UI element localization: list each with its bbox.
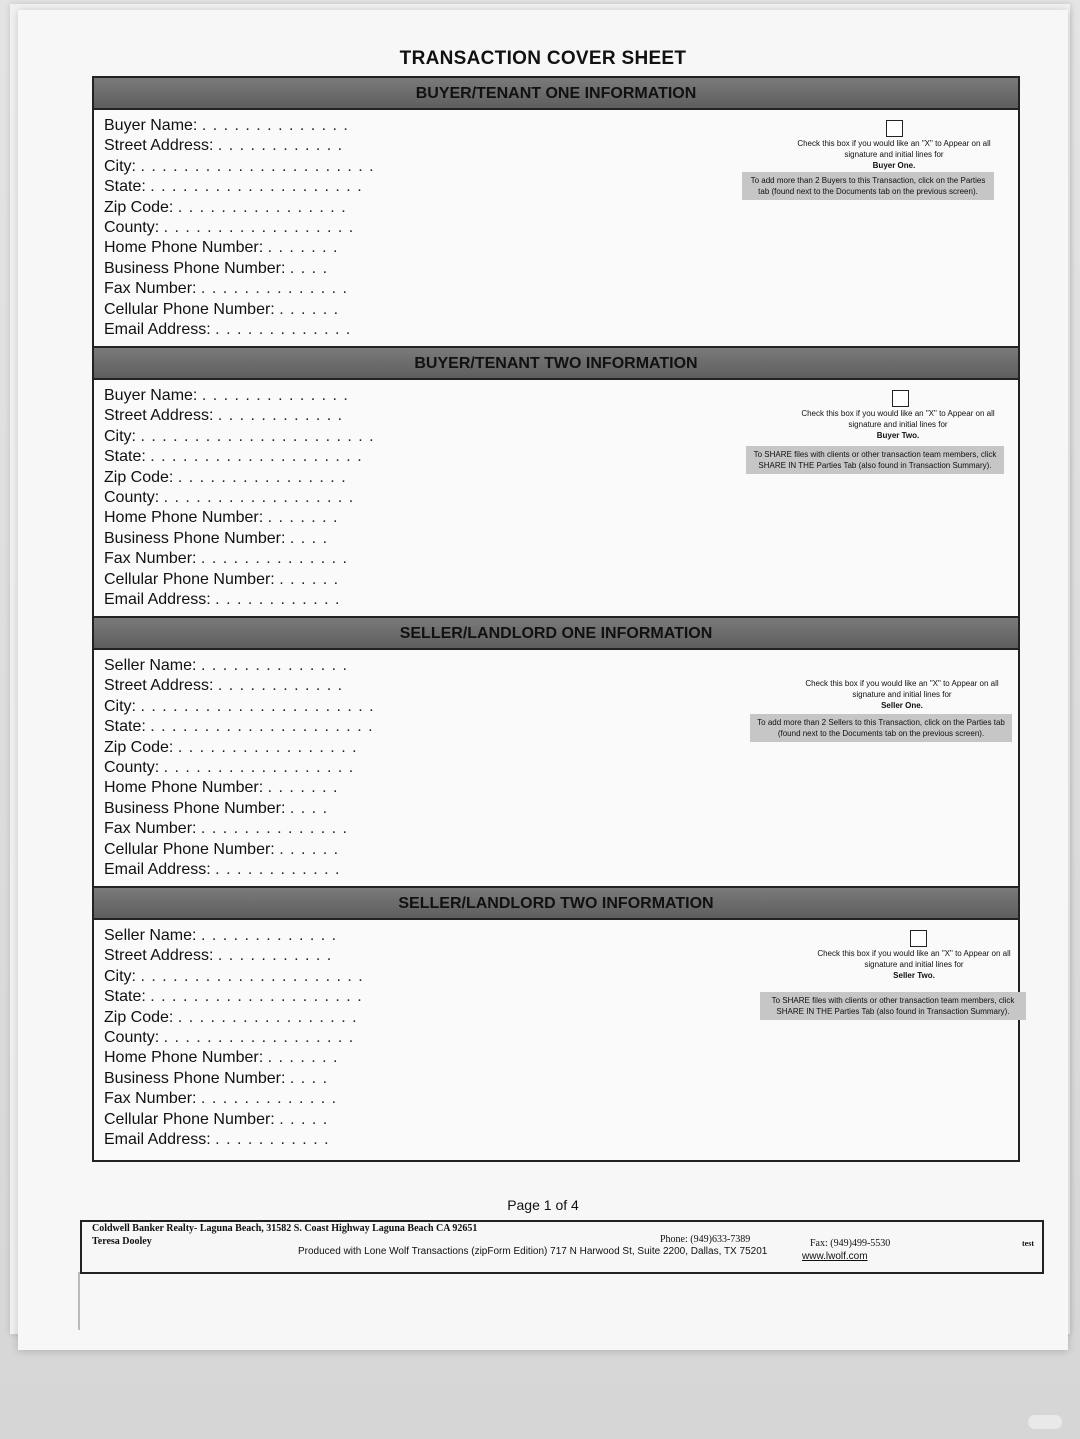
form-field[interactable]: Street Address: . . . . . . . . . . . . bbox=[104, 407, 344, 425]
form-field[interactable]: State: . . . . . . . . . . . . . . . . . . . . bbox=[104, 448, 363, 466]
info-note: To SHARE files with clients or other transaction team members, click SHARE IN THE Parties Tab (also found in Transaction Summary). bbox=[760, 992, 1026, 1020]
info-note: To add more than 2 Sellers to this Transaction, click on the Parties tab (found next to the Documents tab on the previous screen). bbox=[750, 714, 1012, 742]
form-field[interactable]: Fax Number: . . . . . . . . . . . . . . bbox=[104, 550, 348, 568]
form-field[interactable]: Email Address: . . . . . . . . . . . . . bbox=[104, 321, 352, 339]
form-field[interactable]: City: . . . . . . . . . . . . . . . . . . . . . . bbox=[104, 157, 375, 175]
produced-by: Produced with Lone Wolf Transactions (zipForm Edition) 717 N Harwood St, Suite 2200, Dallas, TX 75201 bbox=[298, 1246, 768, 1257]
form-field[interactable]: Home Phone Number: . . . . . . . bbox=[104, 239, 339, 257]
watermark-badge bbox=[1028, 1415, 1062, 1429]
info-note: To add more than 2 Buyers to this Transaction, click on the Parties tab (found next to the Documents tab on the previous screen). bbox=[742, 172, 994, 200]
form-field[interactable]: Street Address: . . . . . . . . . . . bbox=[104, 947, 333, 965]
brokerage-info: Coldwell Banker Realty- Laguna Beach, 31582 S. Coast Highway Laguna Beach CA 92651 bbox=[92, 1223, 478, 1234]
form-field[interactable]: County: . . . . . . . . . . . . . . . . . . bbox=[104, 1029, 355, 1047]
test-tag: test bbox=[1022, 1239, 1034, 1248]
document-page bbox=[18, 10, 1068, 1350]
info-note: To SHARE files with clients or other transaction team members, click SHARE IN THE Parties Tab (also found in Transaction Summary). bbox=[746, 446, 1004, 474]
form-field[interactable]: Cellular Phone Number: . . . . . . bbox=[104, 570, 340, 588]
section-header-buyer-one: BUYER/TENANT ONE INFORMATION bbox=[94, 78, 1018, 110]
form-field[interactable]: Cellular Phone Number: . . . . . . bbox=[104, 300, 340, 318]
phone-number: Phone: (949)633-7389 bbox=[660, 1234, 751, 1245]
form-field[interactable]: Business Phone Number: . . . . bbox=[104, 529, 329, 547]
form-field[interactable]: County: . . . . . . . . . . . . . . . . . . bbox=[104, 219, 355, 237]
form-field[interactable]: Fax Number: . . . . . . . . . . . . . bbox=[104, 1090, 338, 1108]
form-field[interactable]: Home Phone Number: . . . . . . . bbox=[104, 779, 339, 797]
form-field[interactable]: Zip Code: . . . . . . . . . . . . . . . . bbox=[104, 468, 347, 486]
form-field[interactable]: Home Phone Number: . . . . . . . bbox=[104, 1049, 339, 1067]
document-footer bbox=[80, 1220, 1044, 1274]
x-signature-checkbox[interactable] bbox=[886, 120, 903, 137]
form-field[interactable]: County: . . . . . . . . . . . . . . . . . . bbox=[104, 759, 355, 777]
form-field[interactable]: State: . . . . . . . . . . . . . . . . . . . . bbox=[104, 178, 363, 196]
form-field[interactable]: Street Address: . . . . . . . . . . . . bbox=[104, 677, 344, 695]
form-field[interactable]: Zip Code: . . . . . . . . . . . . . . . . . bbox=[104, 738, 358, 756]
checkbox-note: Check this box if you would like an "X" to Appear on all signature and initial lines for Buyer Two. bbox=[801, 409, 995, 440]
form-field[interactable]: Cellular Phone Number: . . . . . bbox=[104, 1110, 329, 1128]
x-signature-checkbox[interactable] bbox=[910, 930, 927, 947]
field-list bbox=[104, 656, 375, 880]
form-field[interactable]: Business Phone Number: . . . . bbox=[104, 1069, 329, 1087]
form-field[interactable]: Home Phone Number: . . . . . . . bbox=[104, 509, 339, 527]
section-header-seller-two: SELLER/LANDLORD TWO INFORMATION bbox=[94, 888, 1018, 920]
form-field[interactable]: Seller Name: . . . . . . . . . . . . . . bbox=[104, 657, 348, 674]
form-field[interactable]: City: . . . . . . . . . . . . . . . . . . . . . . bbox=[104, 427, 375, 445]
section-buyer-one bbox=[94, 110, 1018, 348]
form-field[interactable]: County: . . . . . . . . . . . . . . . . . . bbox=[104, 489, 355, 507]
section-seller-one bbox=[94, 650, 1018, 888]
form-field[interactable]: City: . . . . . . . . . . . . . . . . . . . . . bbox=[104, 967, 364, 985]
form-field[interactable]: Fax Number: . . . . . . . . . . . . . . bbox=[104, 280, 348, 298]
fax-number: Fax: (949)499-5530 bbox=[810, 1238, 891, 1249]
form-field[interactable]: Fax Number: . . . . . . . . . . . . . . bbox=[104, 820, 348, 838]
section-header-seller-one: SELLER/LANDLORD ONE INFORMATION bbox=[94, 618, 1018, 650]
website-link[interactable]: www.lwolf.com bbox=[802, 1251, 868, 1262]
form-field[interactable]: Buyer Name: . . . . . . . . . . . . . . bbox=[104, 387, 349, 404]
field-list bbox=[104, 386, 375, 610]
section-buyer-two bbox=[94, 380, 1018, 618]
form-field[interactable]: State: . . . . . . . . . . . . . . . . . . . . . bbox=[104, 718, 374, 736]
form-field[interactable]: Buyer Name: . . . . . . . . . . . . . . bbox=[104, 117, 349, 134]
page-edge bbox=[78, 1272, 80, 1330]
checkbox-note: Check this box if you would like an "X" to Appear on all signature and initial lines for Seller Two. bbox=[817, 949, 1011, 980]
form-field[interactable]: Zip Code: . . . . . . . . . . . . . . . . bbox=[104, 198, 347, 216]
x-signature-checkbox[interactable] bbox=[892, 390, 909, 407]
form-field[interactable]: Business Phone Number: . . . . bbox=[104, 799, 329, 817]
form-field[interactable]: Email Address: . . . . . . . . . . . bbox=[104, 1131, 330, 1149]
form-field[interactable]: Business Phone Number: . . . . bbox=[104, 259, 329, 277]
form-field[interactable]: Email Address: . . . . . . . . . . . . bbox=[104, 591, 341, 609]
form-field[interactable]: Cellular Phone Number: . . . . . . bbox=[104, 840, 340, 858]
section-seller-two bbox=[94, 920, 1018, 1160]
form-box bbox=[92, 76, 1020, 1162]
section-header-buyer-two: BUYER/TENANT TWO INFORMATION bbox=[94, 348, 1018, 380]
field-list bbox=[104, 116, 375, 340]
form-field[interactable]: Email Address: . . . . . . . . . . . . bbox=[104, 861, 341, 879]
page-number: Page 1 of 4 bbox=[507, 1197, 579, 1213]
form-field[interactable]: Zip Code: . . . . . . . . . . . . . . . . . bbox=[104, 1008, 358, 1026]
form-field[interactable]: Seller Name: . . . . . . . . . . . . . bbox=[104, 927, 338, 944]
checkbox-note: Check this box if you would like an "X" to Appear on all signature and initial lines for Seller One. bbox=[805, 679, 999, 710]
agent-name: Teresa Dooley bbox=[92, 1236, 152, 1247]
form-field[interactable]: City: . . . . . . . . . . . . . . . . . . . . . . bbox=[104, 697, 375, 715]
form-field[interactable]: State: . . . . . . . . . . . . . . . . . . . . bbox=[104, 988, 363, 1006]
checkbox-note: Check this box if you would like an "X" to Appear on all signature and initial lines for Buyer One. bbox=[797, 139, 991, 170]
page-title: TRANSACTION COVER SHEET bbox=[399, 48, 687, 69]
field-list bbox=[104, 926, 364, 1150]
form-field[interactable]: Street Address: . . . . . . . . . . . . bbox=[104, 137, 344, 155]
